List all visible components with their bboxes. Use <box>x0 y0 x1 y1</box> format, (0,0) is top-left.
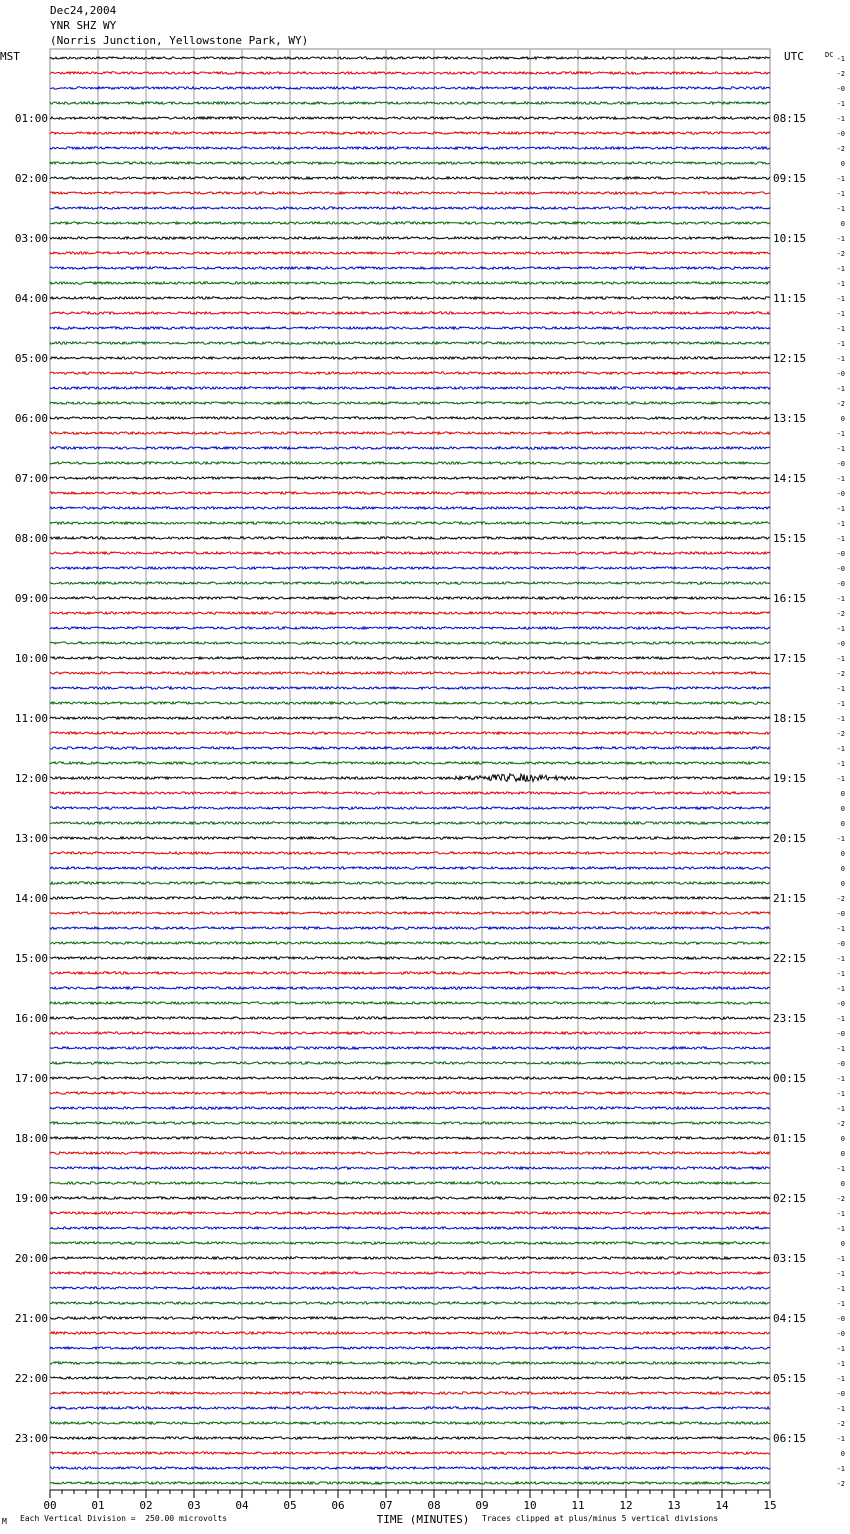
seismic-trace <box>50 927 770 929</box>
x-tick-label: 15 <box>763 1499 777 1512</box>
x-tick-label: 13 <box>667 1499 681 1512</box>
seismic-trace <box>50 177 770 179</box>
mst-hour-label: 09:00 <box>14 592 48 605</box>
dc-offset-label: -1 <box>836 985 845 993</box>
dc-offset-label: -1 <box>836 1465 845 1473</box>
dc-offset-label: 0 <box>840 820 845 828</box>
seismic-trace <box>50 237 770 239</box>
dc-offset-label: -1 <box>836 625 845 633</box>
seismic-trace <box>50 387 770 389</box>
dc-offset-label: -1 <box>836 430 845 438</box>
seismic-trace <box>50 222 770 224</box>
seismic-trace <box>50 1017 770 1019</box>
seismic-trace <box>50 867 770 869</box>
dc-offset-label: -1 <box>836 100 845 108</box>
dc-offset-label: -1 <box>836 1105 845 1113</box>
seismic-trace <box>50 1302 770 1304</box>
seismic-trace <box>50 1092 770 1094</box>
x-tick-label: 05 <box>283 1499 297 1512</box>
seismic-trace <box>50 972 770 974</box>
mst-hour-label: 21:00 <box>14 1312 48 1325</box>
dc-offset-label: -1 <box>836 925 845 933</box>
seismic-trace <box>50 747 770 749</box>
dc-offset-label: -0 <box>836 130 845 138</box>
seismic-trace <box>50 897 770 899</box>
mst-hour-label: 15:00 <box>14 952 48 965</box>
x-tick-label: 06 <box>331 1499 345 1512</box>
seismic-trace <box>50 447 770 449</box>
seismic-trace <box>50 537 770 539</box>
seismic-trace <box>50 1152 770 1154</box>
x-tick-label: 02 <box>139 1499 153 1512</box>
mst-hour-label: 07:00 <box>14 472 48 485</box>
seismic-trace <box>50 657 770 659</box>
x-axis-label: TIME (MINUTES) <box>376 1513 470 1526</box>
dc-offset-label: 0 <box>840 1135 845 1143</box>
dc-offset-label: -0 <box>836 910 845 918</box>
dc-offset-label: -1 <box>836 340 845 348</box>
seismic-trace <box>50 567 770 569</box>
dc-offset-label: -2 <box>836 70 845 78</box>
utc-hour-label: 23:15 <box>773 1012 807 1025</box>
dc-offset-label: 0 <box>840 1240 845 1248</box>
seismic-trace <box>50 1452 770 1454</box>
seismic-trace <box>50 1212 770 1214</box>
seismic-trace <box>50 1332 770 1334</box>
dc-offset-label: -0 <box>836 1315 845 1323</box>
dc-offset-label: -0 <box>836 565 845 573</box>
seismic-trace <box>50 1377 770 1379</box>
dc-offset-label: -1 <box>836 760 845 768</box>
seismic-trace <box>50 957 770 959</box>
seismic-trace <box>50 1137 770 1139</box>
utc-hour-label: 20:15 <box>773 832 807 845</box>
dc-offset-label: -1 <box>836 535 845 543</box>
seismic-trace <box>50 462 770 464</box>
seismic-trace <box>50 492 770 494</box>
mst-hour-label: 12:00 <box>14 772 48 785</box>
dc-offset-label: -0 <box>836 1390 845 1398</box>
mst-hour-label: 16:00 <box>14 1012 48 1025</box>
dc-offset-label: -1 <box>836 1255 845 1263</box>
dc-offset-label: -2 <box>836 610 845 618</box>
utc-hour-label: 09:15 <box>773 172 807 185</box>
dc-offset-label: -1 <box>836 1225 845 1233</box>
dc-offset-label: 0 <box>840 415 845 423</box>
dc-offset-label: -1 <box>836 475 845 483</box>
dc-offset-label: -1 <box>836 235 845 243</box>
seismic-trace <box>50 1437 770 1439</box>
seismic-trace <box>50 132 770 134</box>
dc-offset-label: -1 <box>836 445 845 453</box>
seismic-trace <box>50 72 770 74</box>
x-tick-label: 00 <box>43 1499 57 1512</box>
seismic-trace <box>50 357 770 359</box>
mst-hour-label: 10:00 <box>14 652 48 665</box>
dc-offset-label: -2 <box>836 670 845 678</box>
dc-offset-label: -1 <box>836 310 845 318</box>
dc-offset-label: 0 <box>840 880 845 888</box>
seismic-trace <box>50 1122 770 1124</box>
x-tick-label: 10 <box>523 1499 537 1512</box>
hour-labels <box>0 50 845 1488</box>
utc-hour-label: 05:15 <box>773 1372 807 1385</box>
seismic-trace <box>50 1467 770 1469</box>
mst-hour-label: 03:00 <box>14 232 48 245</box>
dc-offset-label: 0 <box>840 1150 845 1158</box>
station-location: (Norris Junction, Yellowstone Park, WY) <box>50 34 309 47</box>
seismic-trace <box>50 297 770 299</box>
mst-hour-label: 18:00 <box>14 1132 48 1145</box>
seismic-trace <box>50 807 770 809</box>
seismic-trace <box>50 507 770 509</box>
dc-offset-label: -1 <box>836 745 845 753</box>
utc-hour-label: 04:15 <box>773 1312 807 1325</box>
dc-offset-label: -1 <box>836 1090 845 1098</box>
seismic-trace <box>50 162 770 164</box>
mst-hour-label: 08:00 <box>14 532 48 545</box>
seismic-trace <box>50 1197 770 1199</box>
dc-offset-label: -2 <box>836 730 845 738</box>
utc-hour-label: 10:15 <box>773 232 807 245</box>
seismic-trace <box>50 852 770 854</box>
seismic-trace <box>50 1287 770 1289</box>
dc-offset-label: -1 <box>836 1045 845 1053</box>
dc-offset-label: -1 <box>836 715 845 723</box>
dc-offset-label: -1 <box>836 1375 845 1383</box>
utc-hour-label: 12:15 <box>773 352 807 365</box>
seismic-trace <box>50 1002 770 1004</box>
seismic-trace <box>50 1062 770 1064</box>
seismic-trace <box>50 582 770 584</box>
mst-hour-label: 02:00 <box>14 172 48 185</box>
seismic-trace <box>50 1182 770 1184</box>
seismic-trace <box>50 1242 770 1244</box>
dc-offset-label: -2 <box>836 1120 845 1128</box>
scale-note: Each Vertical Division = 250.00 microvolts <box>20 1514 228 1523</box>
dc-offset-label: -1 <box>836 190 845 198</box>
x-tick-label: 04 <box>235 1499 249 1512</box>
seismic-trace <box>50 1272 770 1274</box>
seismic-trace <box>50 117 770 119</box>
dc-offset-label: -1 <box>836 1075 845 1083</box>
seismic-trace <box>50 1167 770 1169</box>
dc-offset-label: -1 <box>836 205 845 213</box>
dc-offset-label: -1 <box>836 55 845 63</box>
seismic-trace <box>50 402 770 404</box>
dc-offset-label: -0 <box>836 1330 845 1338</box>
dc-offset-label: -0 <box>836 1030 845 1038</box>
seismic-trace <box>50 1392 770 1394</box>
dc-offset-label: -0 <box>836 550 845 558</box>
dc-offset-label: -0 <box>836 640 845 648</box>
seismic-trace <box>50 597 770 599</box>
dc-offset-label: -0 <box>836 940 845 948</box>
seismic-trace <box>50 687 770 689</box>
x-tick-label: 09 <box>475 1499 489 1512</box>
seismic-traces <box>50 57 770 1484</box>
dc-offset-label: -1 <box>836 1405 845 1413</box>
mst-hour-label: 05:00 <box>14 352 48 365</box>
mst-hour-label: 11:00 <box>14 712 48 725</box>
utc-hour-label: 18:15 <box>773 712 807 725</box>
utc-hour-label: 14:15 <box>773 472 807 485</box>
utc-hour-label: 00:15 <box>773 1072 807 1085</box>
mst-hour-label: 01:00 <box>14 112 48 125</box>
seismic-trace <box>50 372 770 374</box>
seismic-trace <box>50 792 770 794</box>
dc-offset-label: -2 <box>836 1420 845 1428</box>
seismic-trace <box>50 1422 770 1424</box>
seismic-trace <box>50 1317 770 1319</box>
mst-hour-label: 23:00 <box>14 1432 48 1445</box>
seismic-trace <box>50 882 770 884</box>
utc-hour-label: 19:15 <box>773 772 807 785</box>
utc-hour-label: 03:15 <box>773 1252 807 1265</box>
seismic-trace <box>50 732 770 734</box>
seismic-trace <box>50 1032 770 1034</box>
dc-offset-label: -0 <box>836 85 845 93</box>
seismic-trace <box>50 987 770 989</box>
seismic-trace <box>50 717 770 719</box>
utc-hour-label: 21:15 <box>773 892 807 905</box>
seismic-trace <box>50 522 770 524</box>
dc-offset-label: -1 <box>836 505 845 513</box>
mst-hour-label: 22:00 <box>14 1372 48 1385</box>
mst-hour-label: 04:00 <box>14 292 48 305</box>
dc-offset-label: -0 <box>836 580 845 588</box>
seismic-trace <box>50 942 770 944</box>
dc-offset-label: -1 <box>836 385 845 393</box>
mst-hour-label: 06:00 <box>14 412 48 425</box>
corner-mark: M <box>2 1517 7 1526</box>
seismic-trace <box>50 87 770 89</box>
dc-offset-label: 0 <box>840 850 845 858</box>
seismic-trace <box>50 342 770 344</box>
seismic-trace <box>50 327 770 329</box>
x-tick-label: 14 <box>715 1499 729 1512</box>
seismic-trace <box>50 837 770 839</box>
utc-hour-label: 08:15 <box>773 112 807 125</box>
utc-hour-label: 22:15 <box>773 952 807 965</box>
dc-offset-label: -1 <box>836 970 845 978</box>
seismic-trace <box>50 417 770 419</box>
dc-offset-label: 0 <box>840 1450 845 1458</box>
seismic-trace <box>50 192 770 194</box>
dc-offset-label: -1 <box>836 700 845 708</box>
dc-offset-label: -2 <box>836 145 845 153</box>
dc-title: DC <box>825 51 834 59</box>
seismic-trace <box>50 312 770 314</box>
seismic-trace <box>50 912 770 914</box>
seismic-trace <box>50 672 770 674</box>
dc-offset-label: -1 <box>836 775 845 783</box>
dc-offset-label: -1 <box>836 355 845 363</box>
dc-offset-label: -1 <box>836 295 845 303</box>
chart-date: Dec24,2004 <box>50 4 117 17</box>
dc-offset-label: -1 <box>836 115 845 123</box>
seismic-trace <box>50 1347 770 1349</box>
utc-hour-label: 16:15 <box>773 592 807 605</box>
dc-offset-label: -1 <box>836 1345 845 1353</box>
seismic-trace <box>50 252 770 254</box>
x-tick-label: 03 <box>187 1499 201 1512</box>
seismic-trace <box>50 432 770 434</box>
seismic-trace <box>50 1257 770 1259</box>
dc-offset-label: -1 <box>836 685 845 693</box>
dc-offset-label: -1 <box>836 1300 845 1308</box>
mst-hour-label: 19:00 <box>14 1192 48 1205</box>
x-tick-label: 11 <box>571 1499 585 1512</box>
seismic-trace <box>50 1482 770 1484</box>
dc-offset-label: -1 <box>836 955 845 963</box>
dc-offset-label: -1 <box>836 175 845 183</box>
utc-hour-label: 17:15 <box>773 652 807 665</box>
dc-offset-label: 0 <box>840 160 845 168</box>
dc-offset-label: -1 <box>836 265 845 273</box>
mst-hour-label: 13:00 <box>14 832 48 845</box>
right-axis-title: UTC <box>784 50 804 63</box>
dc-offset-label: -2 <box>836 895 845 903</box>
dc-offset-label: -1 <box>836 1165 845 1173</box>
x-tick-label: 07 <box>379 1499 393 1512</box>
seismic-trace <box>50 1407 770 1409</box>
seismic-trace <box>50 702 770 704</box>
utc-hour-label: 02:15 <box>773 1192 807 1205</box>
dc-offset-label: -1 <box>836 1435 845 1443</box>
seismic-trace <box>50 1047 770 1049</box>
seismic-trace <box>50 147 770 149</box>
dc-offset-label: -1 <box>836 1360 845 1368</box>
utc-hour-label: 01:15 <box>773 1132 807 1145</box>
x-tick-label: 12 <box>619 1499 633 1512</box>
x-tick-label: 08 <box>427 1499 441 1512</box>
seismic-trace <box>50 627 770 629</box>
seismic-trace <box>50 207 770 209</box>
seismic-trace <box>50 552 770 554</box>
dc-offset-label: -0 <box>836 1000 845 1008</box>
dc-offset-label: -1 <box>836 1210 845 1218</box>
left-axis-title: MST <box>0 50 20 63</box>
seismic-trace <box>50 822 770 824</box>
dc-offset-label: -1 <box>836 595 845 603</box>
dc-offset-label: -0 <box>836 460 845 468</box>
dc-offset-label: -2 <box>836 1480 845 1488</box>
seismic-trace <box>50 282 770 284</box>
dc-offset-label: -1 <box>836 835 845 843</box>
seismic-trace <box>50 612 770 614</box>
dc-offset-label: 0 <box>840 1180 845 1188</box>
utc-hour-label: 11:15 <box>773 292 807 305</box>
dc-offset-label: -2 <box>836 1195 845 1203</box>
dc-offset-label: -0 <box>836 370 845 378</box>
seismic-trace <box>50 1107 770 1109</box>
seismic-trace <box>50 774 770 782</box>
dc-offset-label: -1 <box>836 1270 845 1278</box>
dc-offset-label: 0 <box>840 805 845 813</box>
clip-note: Traces clipped at plus/minus 5 vertical divisions <box>482 1514 719 1523</box>
seismic-trace <box>50 642 770 644</box>
utc-hour-label: 13:15 <box>773 412 807 425</box>
seismic-trace <box>50 1227 770 1229</box>
mst-hour-label: 20:00 <box>14 1252 48 1265</box>
dc-offset-label: -0 <box>836 490 845 498</box>
dc-offset-label: -2 <box>836 400 845 408</box>
seismic-trace <box>50 102 770 104</box>
seismic-trace <box>50 1362 770 1364</box>
utc-hour-label: 06:15 <box>773 1432 807 1445</box>
dc-offset-label: -1 <box>836 1015 845 1023</box>
x-tick-label: 01 <box>91 1499 105 1512</box>
station-code: YNR SHZ WY <box>50 19 117 32</box>
dc-offset-label: -2 <box>836 250 845 258</box>
mst-hour-label: 17:00 <box>14 1072 48 1085</box>
dc-offset-label: -1 <box>836 1285 845 1293</box>
utc-hour-label: 15:15 <box>773 532 807 545</box>
seismic-trace <box>50 57 770 59</box>
seismic-trace <box>50 267 770 269</box>
mst-hour-label: 14:00 <box>14 892 48 905</box>
seismic-trace <box>50 762 770 764</box>
dc-offset-label: -0 <box>836 1060 845 1068</box>
dc-offset-label: -1 <box>836 325 845 333</box>
dc-offset-label: 0 <box>840 865 845 873</box>
dc-offset-label: -1 <box>836 520 845 528</box>
seismic-trace <box>50 1077 770 1079</box>
dc-offset-label: -1 <box>836 280 845 288</box>
dc-offset-label: 0 <box>840 220 845 228</box>
dc-offset-label: -1 <box>836 655 845 663</box>
dc-offset-label: 0 <box>840 790 845 798</box>
seismic-trace <box>50 477 770 479</box>
